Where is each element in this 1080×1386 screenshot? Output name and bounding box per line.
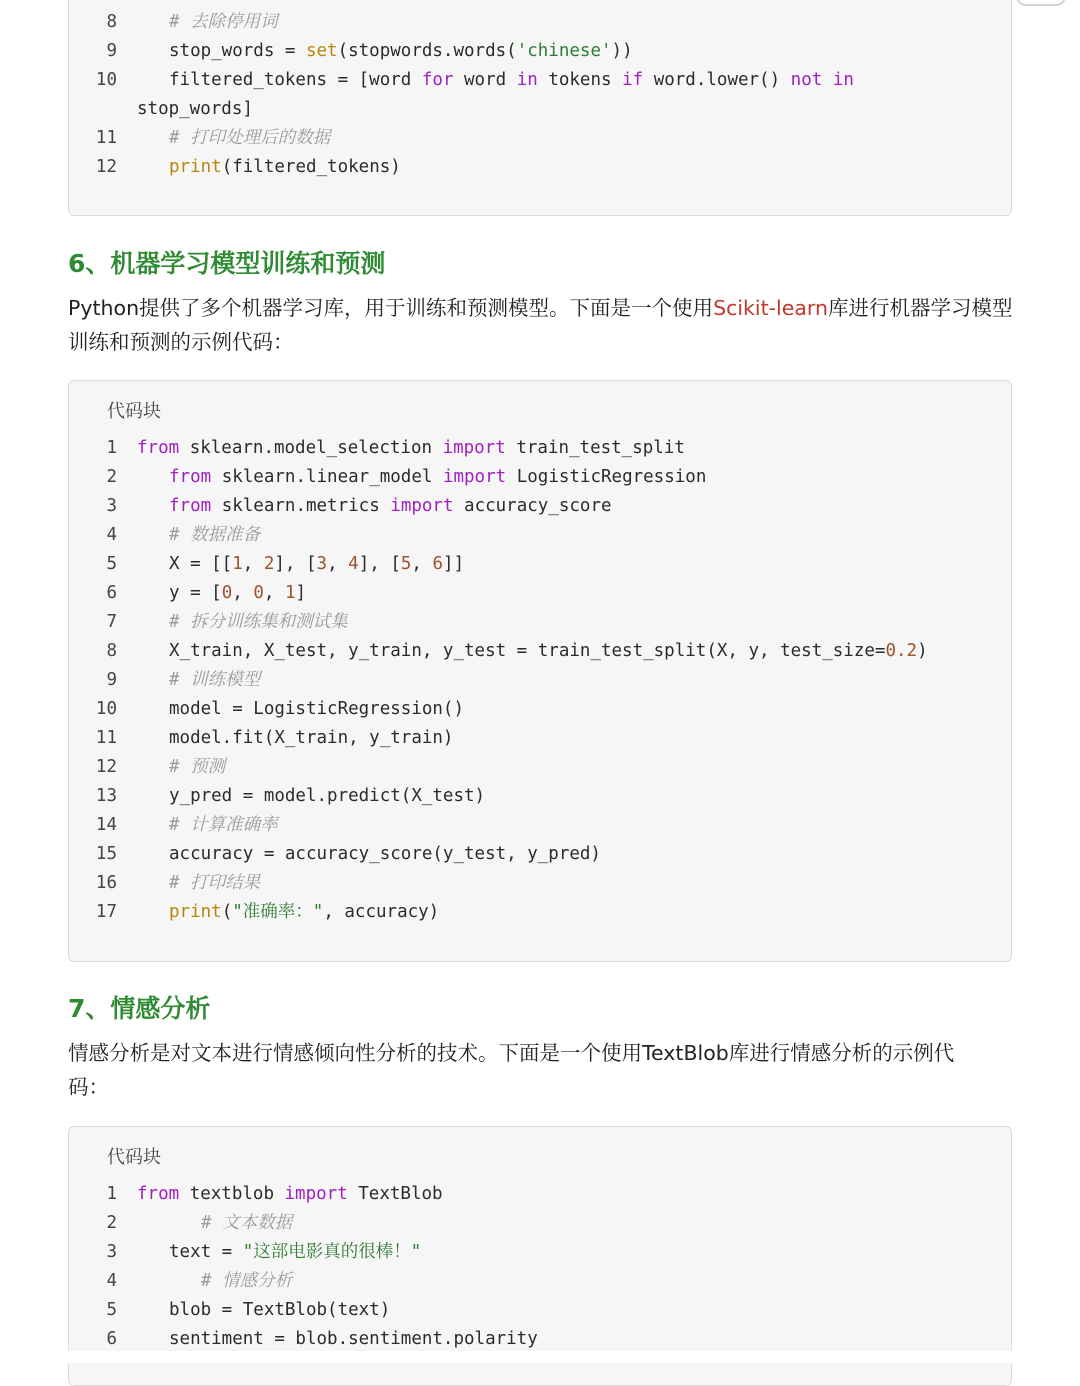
line-number: 8 xyxy=(106,12,117,32)
line-number: 11 xyxy=(95,728,117,748)
code-token: 0 xyxy=(221,583,233,603)
code-token: text = xyxy=(169,1242,243,1262)
code-token: word.lower() xyxy=(643,70,791,90)
line-number: 15 xyxy=(95,844,117,864)
line-number: 14 xyxy=(95,815,117,835)
code-line xyxy=(69,753,928,782)
code-line xyxy=(69,8,854,37)
code-token: not xyxy=(790,70,823,90)
code-lines xyxy=(69,434,928,927)
code-block-sklearn xyxy=(68,380,1012,962)
code-line xyxy=(69,1267,538,1296)
code-comment: # 去除停用词 xyxy=(169,12,278,32)
line-number: 1 xyxy=(106,1184,117,1204)
code-text xyxy=(117,492,612,521)
line-number: 3 xyxy=(106,1242,117,1262)
code-text xyxy=(117,1180,443,1209)
code-token: stop_words] xyxy=(137,99,253,119)
section-heading-sentiment: 7、情感分析 xyxy=(68,994,211,1023)
code-text xyxy=(117,695,464,724)
code-token: import xyxy=(442,438,506,458)
code-text xyxy=(117,1209,292,1238)
code-text xyxy=(117,463,706,492)
code-text xyxy=(117,66,854,95)
code-line xyxy=(69,521,928,550)
code-token: 3 xyxy=(316,554,328,574)
code-token: print xyxy=(169,902,222,922)
paragraph-text: Python提供了多个机器学习库，用于训练和预测模型。下面是一个使用 xyxy=(68,296,714,320)
code-token: ], [ xyxy=(358,554,401,574)
code-comment: # 拆分训练集和测试集 xyxy=(169,612,348,632)
code-block-label: 代码块 xyxy=(107,1147,161,1168)
code-token: , xyxy=(411,554,433,574)
code-token: in xyxy=(516,70,538,90)
code-text xyxy=(117,153,401,182)
line-number: 13 xyxy=(95,786,117,806)
code-comment: # 打印结果 xyxy=(169,873,261,893)
code-comment: # 预测 xyxy=(169,757,226,777)
code-line xyxy=(69,811,928,840)
line-number: 16 xyxy=(95,873,117,893)
line-number: 3 xyxy=(106,496,117,516)
code-text xyxy=(117,1296,390,1325)
page-bottom-edge xyxy=(0,1351,1080,1363)
code-comment: # 情感分析 xyxy=(201,1271,293,1291)
line-number: 4 xyxy=(106,525,117,545)
code-token: , xyxy=(232,583,254,603)
code-line xyxy=(69,608,928,637)
code-token: if xyxy=(622,70,644,90)
line-number: 10 xyxy=(95,70,117,90)
code-token: 1 xyxy=(284,583,296,603)
code-line xyxy=(69,579,928,608)
code-text xyxy=(117,8,278,37)
code-token: y_pred = model.predict(X_test) xyxy=(169,786,486,806)
code-token: ]] xyxy=(443,554,465,574)
code-line xyxy=(69,637,928,666)
code-line xyxy=(69,724,928,753)
code-token: from xyxy=(169,496,212,516)
line-number: 6 xyxy=(106,583,117,603)
code-text xyxy=(117,95,253,124)
code-token: word xyxy=(453,70,517,90)
line-number: 17 xyxy=(95,902,117,922)
code-token: ) xyxy=(917,641,928,661)
code-lines xyxy=(69,8,854,182)
code-line xyxy=(69,1296,538,1325)
code-block-textblob xyxy=(68,1126,1012,1386)
line-number: 7 xyxy=(106,612,117,632)
code-text xyxy=(117,521,260,550)
code-token: stop_words = xyxy=(169,41,306,61)
code-token: )) xyxy=(611,41,633,61)
code-text xyxy=(117,1267,292,1296)
code-text xyxy=(117,1238,421,1267)
top-button-3[interactable] xyxy=(1016,0,1066,6)
code-token: y = [ xyxy=(169,583,222,603)
section-paragraph-ml xyxy=(68,291,1018,359)
code-token: train_test_split xyxy=(505,438,685,458)
section-heading-ml: 6、机器学习模型训练和预测 xyxy=(68,249,386,278)
code-token: ] xyxy=(295,583,307,603)
code-text xyxy=(117,550,464,579)
code-line xyxy=(69,37,854,66)
code-token: LogisticRegression xyxy=(506,467,707,487)
code-token: sklearn.model_selection xyxy=(179,438,443,458)
code-text xyxy=(117,37,633,66)
code-token: import xyxy=(390,496,454,516)
code-token: model.fit(X_train, y_train) xyxy=(169,728,454,748)
code-token: for xyxy=(421,70,454,90)
code-block-stopwords xyxy=(68,0,1012,216)
code-token: 4 xyxy=(348,554,359,574)
line-number: 5 xyxy=(106,554,117,574)
code-token: (filtered_tokens) xyxy=(221,157,401,177)
line-number: 5 xyxy=(106,1300,117,1320)
code-text xyxy=(117,124,330,153)
line-number: 1 xyxy=(106,438,117,458)
code-line xyxy=(69,869,928,898)
code-token: print xyxy=(169,157,222,177)
code-text xyxy=(117,811,278,840)
line-number: 8 xyxy=(106,641,117,661)
code-token: , xyxy=(327,554,349,574)
paragraph-text: 库进行机器学习模型训练和预测的示例代码： xyxy=(68,296,1013,354)
code-token: blob = TextBlob(text) xyxy=(169,1300,391,1320)
code-token: X = [[ xyxy=(169,554,233,574)
code-comment: # 数据准备 xyxy=(169,525,261,545)
line-number: 11 xyxy=(95,128,117,148)
code-token: 1 xyxy=(232,554,243,574)
code-line xyxy=(69,1238,538,1267)
code-token: ( xyxy=(221,902,233,922)
code-line xyxy=(69,840,928,869)
code-line xyxy=(69,782,928,811)
code-line xyxy=(69,463,928,492)
code-token: model = LogisticRegression() xyxy=(169,699,465,719)
code-line xyxy=(69,1209,538,1238)
code-text xyxy=(117,753,225,782)
code-token: import xyxy=(442,467,507,487)
code-text xyxy=(117,666,260,695)
code-token: import xyxy=(284,1184,348,1204)
line-number: 4 xyxy=(106,1271,117,1291)
code-line xyxy=(69,492,928,521)
code-line xyxy=(69,1325,538,1354)
scikit-learn-link[interactable]: Scikit-learn xyxy=(713,296,828,320)
code-block-label: 代码块 xyxy=(107,401,161,422)
line-number: 9 xyxy=(106,670,117,690)
code-text xyxy=(117,1325,538,1354)
code-text xyxy=(117,637,928,666)
code-token: from xyxy=(169,467,212,487)
code-line xyxy=(69,95,854,124)
section-paragraph-sentiment: 情感分析是对文本进行情感倾向性分析的技术。下面是一个使用TextBlob库进行情感分析的示例代码： xyxy=(68,1041,955,1099)
line-number: 10 xyxy=(95,699,117,719)
code-token: sklearn.linear_model xyxy=(211,467,443,487)
code-token: 5 xyxy=(400,554,412,574)
code-token: set xyxy=(305,41,338,61)
code-line xyxy=(69,66,854,95)
code-token: 'chinese' xyxy=(516,41,612,61)
code-token: textblob xyxy=(179,1184,285,1204)
code-token: tokens xyxy=(537,70,623,90)
code-comment: # 打印处理后的数据 xyxy=(169,128,331,148)
code-text xyxy=(117,782,485,811)
line-number: 12 xyxy=(95,757,117,777)
code-text xyxy=(117,724,453,753)
code-token: "这部电影真的很棒！" xyxy=(242,1242,422,1262)
line-number: 2 xyxy=(106,467,117,487)
code-token: 0.2 xyxy=(885,641,918,661)
code-token: accuracy = accuracy_score(y_test, y_pred) xyxy=(169,844,601,864)
code-token: , accuracy) xyxy=(323,902,440,922)
code-token: 6 xyxy=(432,554,444,574)
code-line xyxy=(69,550,928,579)
code-text xyxy=(117,840,601,869)
code-token: sklearn.metrics xyxy=(211,496,391,516)
line-number: 6 xyxy=(106,1329,117,1349)
code-line xyxy=(69,1180,538,1209)
code-token: from xyxy=(137,438,180,458)
code-token: sentiment = blob.sentiment.polarity xyxy=(169,1329,538,1349)
code-token: 0 xyxy=(253,583,264,603)
code-line xyxy=(69,153,854,182)
code-text xyxy=(117,434,685,463)
code-line xyxy=(69,695,928,724)
code-text xyxy=(117,579,306,608)
code-token: TextBlob xyxy=(347,1184,443,1204)
code-token: accuracy_score xyxy=(453,496,612,516)
code-token: , xyxy=(263,583,285,603)
code-token: , xyxy=(242,554,264,574)
code-token: from xyxy=(137,1184,180,1204)
code-token: "准确率：" xyxy=(232,902,324,922)
code-comment: # 计算准确率 xyxy=(169,815,278,835)
code-token: in xyxy=(832,70,854,90)
code-token: ], [ xyxy=(274,554,317,574)
code-line xyxy=(69,434,928,463)
code-line xyxy=(69,124,854,153)
code-comment: # 训练模型 xyxy=(169,670,261,690)
line-number: 9 xyxy=(106,41,117,61)
line-number: 2 xyxy=(106,1213,117,1233)
code-token: 2 xyxy=(263,554,275,574)
code-lines xyxy=(69,1180,538,1354)
code-text xyxy=(117,898,439,927)
code-token: filtered_tokens = [word xyxy=(169,70,422,90)
line-number: 12 xyxy=(95,157,117,177)
code-comment: # 文本数据 xyxy=(201,1213,293,1233)
code-token: (stopwords.words( xyxy=(337,41,517,61)
code-text xyxy=(117,869,260,898)
code-text xyxy=(117,608,348,637)
code-line xyxy=(69,666,928,695)
code-token xyxy=(822,70,833,90)
code-line xyxy=(69,898,928,927)
code-token: X_train, X_test, y_train, y_test = train_test_split(X, y, test_size= xyxy=(169,641,886,661)
